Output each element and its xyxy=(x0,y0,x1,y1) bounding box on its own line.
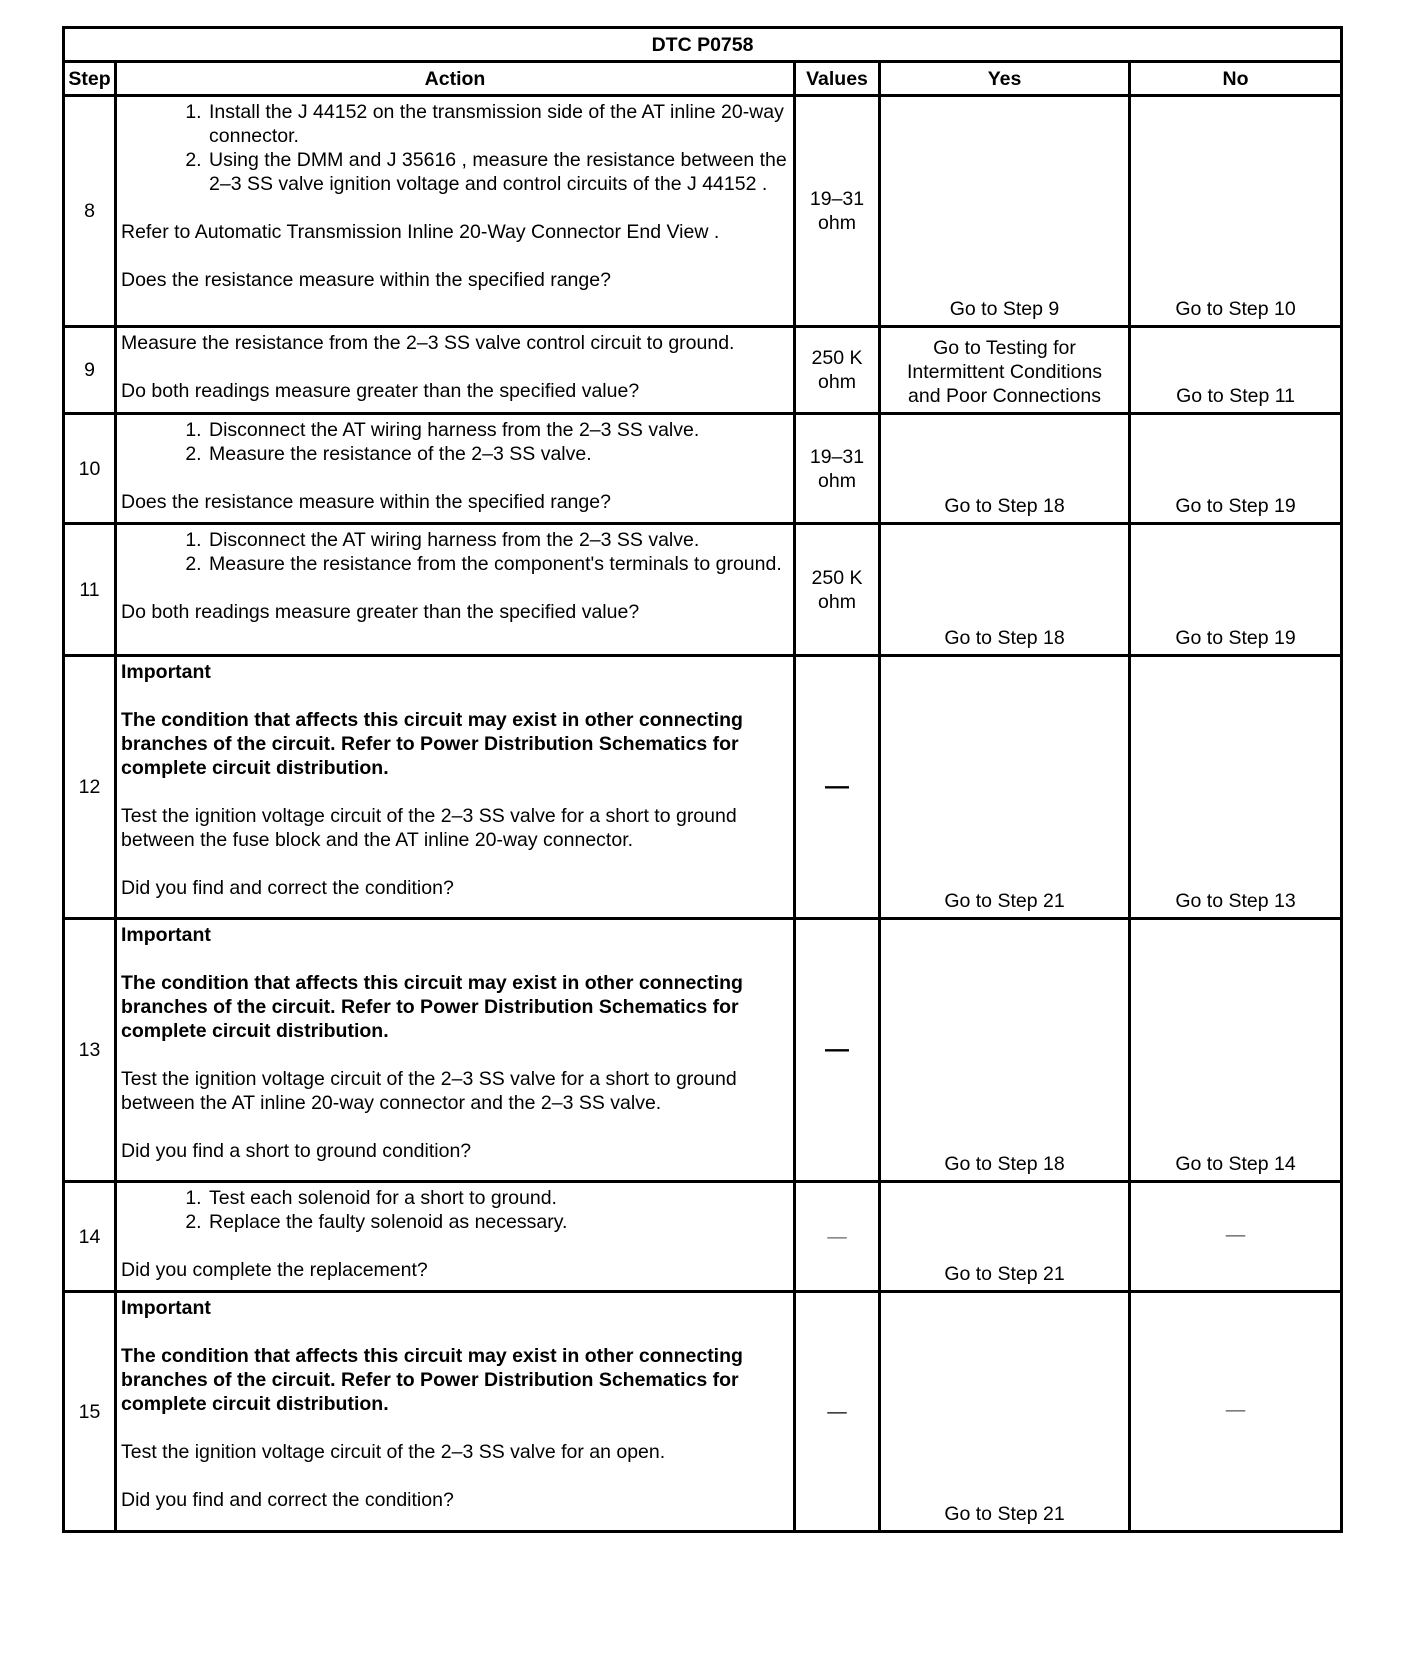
list-item: 1. Test each solenoid for a short to ground. xyxy=(207,1186,789,1210)
step-number: 13 xyxy=(64,919,116,1182)
value-cell xyxy=(795,96,880,327)
table-row xyxy=(64,327,1342,414)
value-cell xyxy=(795,656,880,919)
action-question: Does the resistance measure within the specified range? xyxy=(121,269,611,291)
action-cell xyxy=(116,656,795,919)
value-cell xyxy=(795,1292,880,1532)
no-cell: Go to Step 19 xyxy=(1130,524,1342,656)
list-item: 1. Disconnect the AT wiring harness from the 2–3 SS valve. xyxy=(207,528,789,552)
action-question: Did you find and correct the condition? xyxy=(121,1489,454,1511)
yes-cell: Go to Step 21 xyxy=(880,1182,1130,1292)
table-title: DTC P0758 xyxy=(64,28,1342,62)
table-row xyxy=(64,1292,1342,1532)
yes-cell: Go to Step 9 xyxy=(880,96,1130,327)
action-cell xyxy=(116,1292,795,1532)
action-question: Did you complete the replacement? xyxy=(121,1259,428,1281)
yes-line: Intermittent Conditions xyxy=(906,361,1103,383)
header-no: No xyxy=(1130,62,1342,96)
header-values: Values xyxy=(795,62,880,96)
list-item: 2. Measure the resistance from the component's terminals to ground. xyxy=(207,552,789,576)
header-yes: Yes xyxy=(880,62,1130,96)
action-question: Did you find and correct the condition? xyxy=(121,877,454,899)
important-note: The condition that affects this circuit may exist in other connecting branches of the circuit. Refer to Power Distribution Schematics for complete circuit distribution. xyxy=(121,1345,743,1415)
value-unit: ohm xyxy=(818,371,856,393)
table-row xyxy=(64,524,1342,656)
yes-cell: Go to Step 21 xyxy=(880,1292,1130,1532)
important-heading: Important xyxy=(121,661,211,683)
yes-cell: Go to Step 18 xyxy=(880,524,1130,656)
value-range: 250 K xyxy=(811,566,863,589)
no-cell: Go to Step 19 xyxy=(1130,414,1342,524)
table-row xyxy=(64,414,1342,524)
list-item: 1. Disconnect the AT wiring harness from the 2–3 SS valve. xyxy=(207,418,789,442)
value-range: 250 K xyxy=(811,347,863,369)
value-dash: — xyxy=(827,1400,847,1423)
action-cell xyxy=(116,327,795,414)
important-heading: Important xyxy=(121,924,211,946)
header-row xyxy=(64,62,1342,96)
value-cell xyxy=(795,327,880,414)
step-number: 15 xyxy=(64,1292,116,1532)
list-item: 2. Measure the resistance of the 2–3 SS valve. xyxy=(207,442,789,466)
list-item: 2. Replace the faulty solenoid as necessary. xyxy=(207,1210,789,1234)
important-heading: Important xyxy=(121,1297,211,1319)
value-range: 19–31 xyxy=(809,188,865,210)
action-text: Test the ignition voltage circuit of the 2–3 SS valve for a short to ground between the fuse block and the AT inline 20-way connector. xyxy=(121,805,737,851)
value-unit: ohm xyxy=(818,212,856,234)
table-row xyxy=(64,656,1342,919)
value-dash: — xyxy=(827,1225,847,1248)
header-action: Action xyxy=(116,62,795,96)
action-list xyxy=(121,528,789,576)
value-dash: — xyxy=(825,1036,849,1063)
action-text: Test the ignition voltage circuit of the 2–3 SS valve for a short to ground between the AT inline 20-way connector and the 2–3 SS valve. xyxy=(121,1068,737,1114)
header-step: Step xyxy=(64,62,116,96)
no-cell: Go to Step 13 xyxy=(1130,656,1342,919)
no-cell: Go to Step 11 xyxy=(1130,327,1342,414)
action-question: Do both readings measure greater than the specified value? xyxy=(121,380,640,402)
value-cell xyxy=(795,1182,880,1292)
action-text: Test the ignition voltage circuit of the 2–3 SS valve for an open. xyxy=(121,1441,666,1463)
action-cell xyxy=(116,414,795,524)
value-unit: ohm xyxy=(818,469,856,492)
no-cell: Go to Step 14 xyxy=(1130,919,1342,1182)
step-number: 11 xyxy=(64,524,116,656)
dtc-table xyxy=(62,26,1343,1533)
list-item: 2. Using the DMM and J 35616 , measure the resistance between the 2–3 SS valve ignition voltage and control circuits of the J 44152 . xyxy=(207,148,789,196)
yes-cell: Go to Step 21 xyxy=(880,656,1130,919)
action-question: Do both readings measure greater than the specified value? xyxy=(121,601,640,623)
table-row xyxy=(64,1182,1342,1292)
action-list xyxy=(121,418,789,466)
action-text: Refer to Automatic Transmission Inline 20-Way Connector End View . xyxy=(121,221,720,243)
yes-line: Go to Testing for xyxy=(933,337,1076,359)
action-cell xyxy=(116,1182,795,1292)
value-unit: ohm xyxy=(818,590,856,613)
yes-cell: Go to Step 18 xyxy=(880,414,1130,524)
step-number: 14 xyxy=(64,1182,116,1292)
no-cell: — xyxy=(1130,1292,1342,1532)
action-cell xyxy=(116,96,795,327)
value-cell xyxy=(795,919,880,1182)
yes-cell xyxy=(880,327,1130,414)
action-cell xyxy=(116,919,795,1182)
yes-cell: Go to Step 18 xyxy=(880,919,1130,1182)
action-question: Did you find a short to ground condition? xyxy=(121,1140,472,1162)
step-number: 10 xyxy=(64,414,116,524)
value-cell xyxy=(795,524,880,656)
no-cell: Go to Step 10 xyxy=(1130,96,1342,327)
no-cell: — xyxy=(1130,1182,1342,1292)
important-note: The condition that affects this circuit may exist in other connecting branches of the circuit. Refer to Power Distribution Schematics for complete circuit distribution. xyxy=(121,709,743,779)
list-item: 1. Install the J 44152 on the transmission side of the AT inline 20-way connector. xyxy=(207,100,789,148)
title-row xyxy=(64,28,1342,62)
action-text: Measure the resistance from the 2–3 SS valve control circuit to ground. xyxy=(121,332,735,354)
action-list xyxy=(121,1186,789,1234)
table-row xyxy=(64,919,1342,1182)
action-list xyxy=(121,100,789,196)
value-range: 19–31 xyxy=(809,445,865,468)
value-dash: — xyxy=(825,773,849,800)
value-cell xyxy=(795,414,880,524)
action-cell xyxy=(116,524,795,656)
important-note: The condition that affects this circuit may exist in other connecting branches of the circuit. Refer to Power Distribution Schematics for complete circuit distribution. xyxy=(121,972,743,1042)
yes-line: and Poor Connections xyxy=(908,385,1101,407)
table-row xyxy=(64,96,1342,327)
step-number: 8 xyxy=(64,96,116,327)
step-number: 12 xyxy=(64,656,116,919)
action-question: Does the resistance measure within the specified range? xyxy=(121,491,611,513)
step-number: 9 xyxy=(64,327,116,414)
